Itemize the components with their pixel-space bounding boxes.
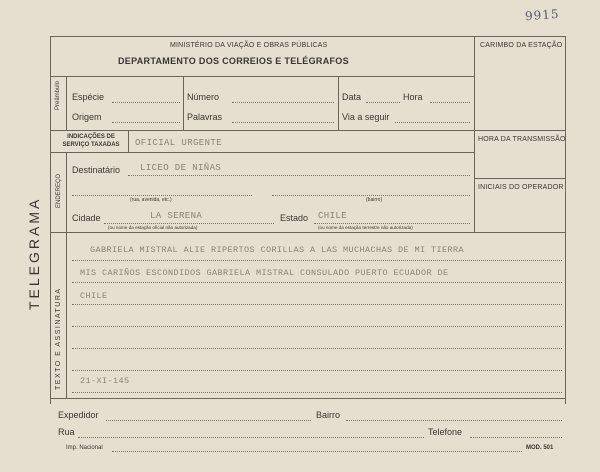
estado-value: CHILE [318, 211, 348, 221]
department-title: DEPARTAMENTO DOS CORREIOS E TELÉGRAFOS [118, 56, 349, 66]
hint-city: (ou nome da estação oficial não autorizada) [108, 225, 198, 230]
palavras-label: Palavras [187, 112, 223, 122]
data-label: Data [342, 92, 362, 102]
bairro-label: Bairro [316, 410, 341, 420]
estado-label: Estado [280, 213, 309, 223]
cidade-value: LA SERENA [150, 211, 203, 221]
hint-street: (rua, avenida, etc.) [130, 197, 172, 203]
archive-number: 9915 [524, 6, 560, 24]
numero-label: Número [187, 92, 220, 102]
ministry-title: MINISTÉRIO DA VIAÇÃO E OBRAS PÚBLICAS [170, 42, 328, 49]
destinatario-label: Destinatário [72, 165, 121, 175]
texto-label: TEXTO E ASSINATURA [55, 287, 62, 390]
transmission-label: HORA DA TRANSMISSÃO [478, 136, 566, 143]
imprint: Imp. Nacional [66, 445, 103, 451]
telegrama-side-label: TELEGRAMA [26, 196, 42, 310]
model-number: MOD. 501 [526, 445, 554, 451]
destinatario-value: LICEO DE NIÑAS [140, 163, 222, 173]
stamp-box-label: CARIMBO DA ESTAÇÃO [480, 42, 563, 49]
preambulo-label: Preâmbulo [55, 80, 61, 110]
hint-state: (ou nome da estação terrestre não autorizada) [318, 225, 413, 230]
message-line-3: CHILE [80, 291, 108, 301]
message-line-2: MIS CARIÑOS ESCONDIDOS GABRIELA MISTRAL CONSULADO PUERTO ECUADOR DE [80, 268, 449, 278]
via-label: Via a seguir [342, 112, 390, 122]
endereco-label: ENDEREÇO [56, 173, 62, 208]
hint-bairro: (bairro) [366, 197, 383, 203]
hora-label: Hora [403, 92, 423, 102]
telefone-label: Telefone [428, 427, 463, 437]
operator-label: INICIAIS DO OPERADOR [478, 184, 564, 191]
service-value: OFICIAL URGENTE [135, 138, 223, 148]
message-date: 21-XI-145 [80, 376, 130, 386]
message-line-1: GABRIELA MISTRAL ALIE RIPERTOS CORILLAS A LAS MUCHACHAS DE MI TIERRA [90, 245, 465, 255]
rua-label: Rua [58, 427, 75, 437]
cidade-label: Cidade [72, 213, 101, 223]
expedidor-label: Expedidor [58, 410, 99, 420]
especie-label: Espécie [72, 92, 105, 102]
origem-label: Origem [72, 112, 102, 122]
service-label: INDICAÇÕES DE SERVIÇO TAXADAS [62, 134, 120, 148]
